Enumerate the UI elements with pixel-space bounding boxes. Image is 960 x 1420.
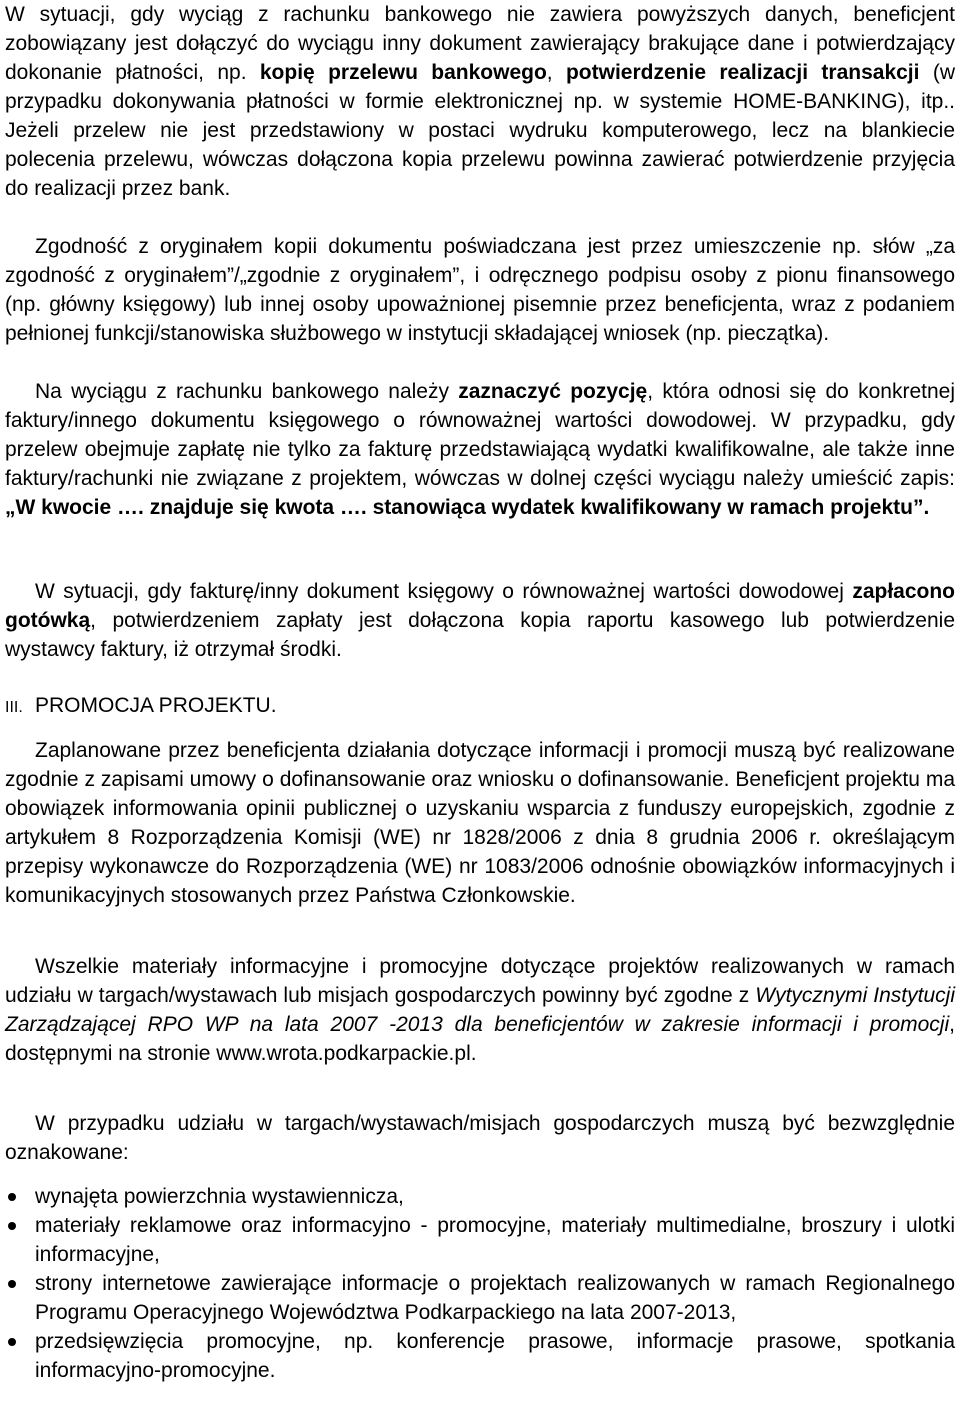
list-item: wynajęta powierzchnia wystawiennicza,	[0, 1182, 955, 1211]
list-item: strony internetowe zawierające informacje o projektach realizowanych w ramach Regionalnego Programu Operacyjnego Województwa Podkarpackiego na lata 2007-2013,	[0, 1269, 955, 1327]
italic-text: Wytycznymi Instytucji Zarządzającej RPO WP na lata 2007 -2013 dla beneficjentów w zakresie informacji i promocji	[5, 984, 955, 1036]
paragraph-cash-payment: W sytuacji, gdy fakturę/inny dokument księgowy o równoważnej wartości dowodowej zapłacono gotówką, potwierdzeniem zapłaty jest dołączona kopia raportu kasowego lub potwierdzenie wystawcy faktury, iż otrzymał środki.	[5, 580, 955, 661]
paragraph-promotion-obligations: Zaplanowane przez beneficjenta działania dotyczące informacji i promocji muszą być realizowane zgodnie z zapisami umowy o dofinansowanie oraz wniosku o dofinansowanie. Beneficjent projektu ma obowiązek informowania opinii publicznej o uzyskaniu wsparcia z funduszy europejskich, zgodnie z artykułem 8 Rozporządzenia Komisji (WE) nr 1828/2006 z dnia 8 grudnia 2006 r. określającym przepisy wykonawcze do Rozporządzenia (WE) nr 1083/2006 odnośnie obowiązków informacyjnych i komunikacyjnych stosowanych przez Państwa Członkowskie.	[5, 739, 955, 907]
bullet-icon	[8, 1280, 16, 1288]
bold-text: zapłacono gotówką	[5, 580, 955, 632]
paragraph-certified-copy: Zgodność z oryginałem kopii dokumentu poświadczana jest przez umieszczenie np. słów „za zgodność z oryginałem”/„zgodnie z oryginałem”, i odręcznego podpisu osoby z pionu finansowego (np. główny księgowy) lub innej osoby upoważnionej pisemnie przez beneficjenta, wraz z podaniem pełnionej funkcji/stanowiska służbowego w instytucji składającej wniosek (np. pieczątka).	[5, 235, 955, 345]
bold-text: zaznaczyć pozycję	[458, 380, 648, 403]
paragraph-bank-statement: W sytuacji, gdy wyciąg z rachunku bankowego nie zawiera powyższych danych, beneficjent zobowiązany jest dołączyć do wyciągu inny dokument zawierający brakujące dane i potwierdzający dokonanie płatności, np. kopię przelewu bankowego, potwierdzenie realizacji transakcji (w przypadku dokonywania płatności w formie elektronicznej np. w systemie HOME-BANKING), itp.. Jeżeli przelew nie jest przedstawiony w postaci wydruku komputerowego, lecz na blankiecie polecenia przelewu, wówczas dołączona kopia przelewu powinna zawierać potwierdzenie przyjęcia do realizacji przez bank.	[5, 3, 955, 200]
bold-text: kopię przelewu bankowego	[259, 61, 547, 84]
bold-text: „W kwocie …. znajduje się kwota …. stanowiąca wydatek kwalifikowany w ramach projektu”.	[5, 496, 930, 519]
bullet-icon	[8, 1222, 16, 1230]
section-title: PROMOCJA PROJEKTU.	[35, 694, 277, 717]
paragraph-mark-position: Na wyciągu z rachunku bankowego należy zaznaczyć pozycję, która odnosi się do konkretnej faktury/innego dokumentu księgowego o równoważnej wartości dowodowej. W przypadku, gdy przelew obejmuje zapłatę nie tylko za fakturę przedstawiającą wydatki kwalifikowalne, ale także inne faktury/rachunki nie związane z projektem, wówczas w dolnej części wyciągu należy umieścić zapis: „W kwocie …. znajduje się kwota …. stanowiąca wydatek kwalifikowany w ramach projektu”.	[5, 380, 956, 519]
paragraph-trade-fairs: W przypadku udziału w targach/wystawach/misjach gospodarczych muszą być bezwzględnie oznakowane:	[5, 1112, 955, 1164]
list-item: przedsięwzięcia promocyjne, np. konferencje prasowe, informacje prasowe, spotkania informacyjno-promocyjne.	[0, 1327, 955, 1385]
section-number: III.	[5, 699, 23, 716]
bold-text: potwierdzenie realizacji transakcji	[565, 61, 920, 84]
bullet-icon	[8, 1193, 16, 1201]
bullet-icon	[8, 1338, 16, 1346]
section-heading	[5, 691, 955, 722]
paragraph-guidelines: Wszelkie materiały informacyjne i promocyjne dotyczące projektów realizowanych w ramach udziału w targach/wystawach lub misjach gospodarczych powinny być zgodne z Wytycznymi Instytucji Zarządzającej RPO WP na lata 2007 -2013 dla beneficjentów w zakresie informacji i promocji, dostępnymi na stronie www.wrota.podkarpackie.pl.	[5, 955, 955, 1065]
marking-list	[0, 1182, 955, 1385]
list-item: materiały reklamowe oraz informacyjno - promocyjne, materiały multimedialne, broszury i ulotki informacyjne,	[0, 1211, 955, 1269]
